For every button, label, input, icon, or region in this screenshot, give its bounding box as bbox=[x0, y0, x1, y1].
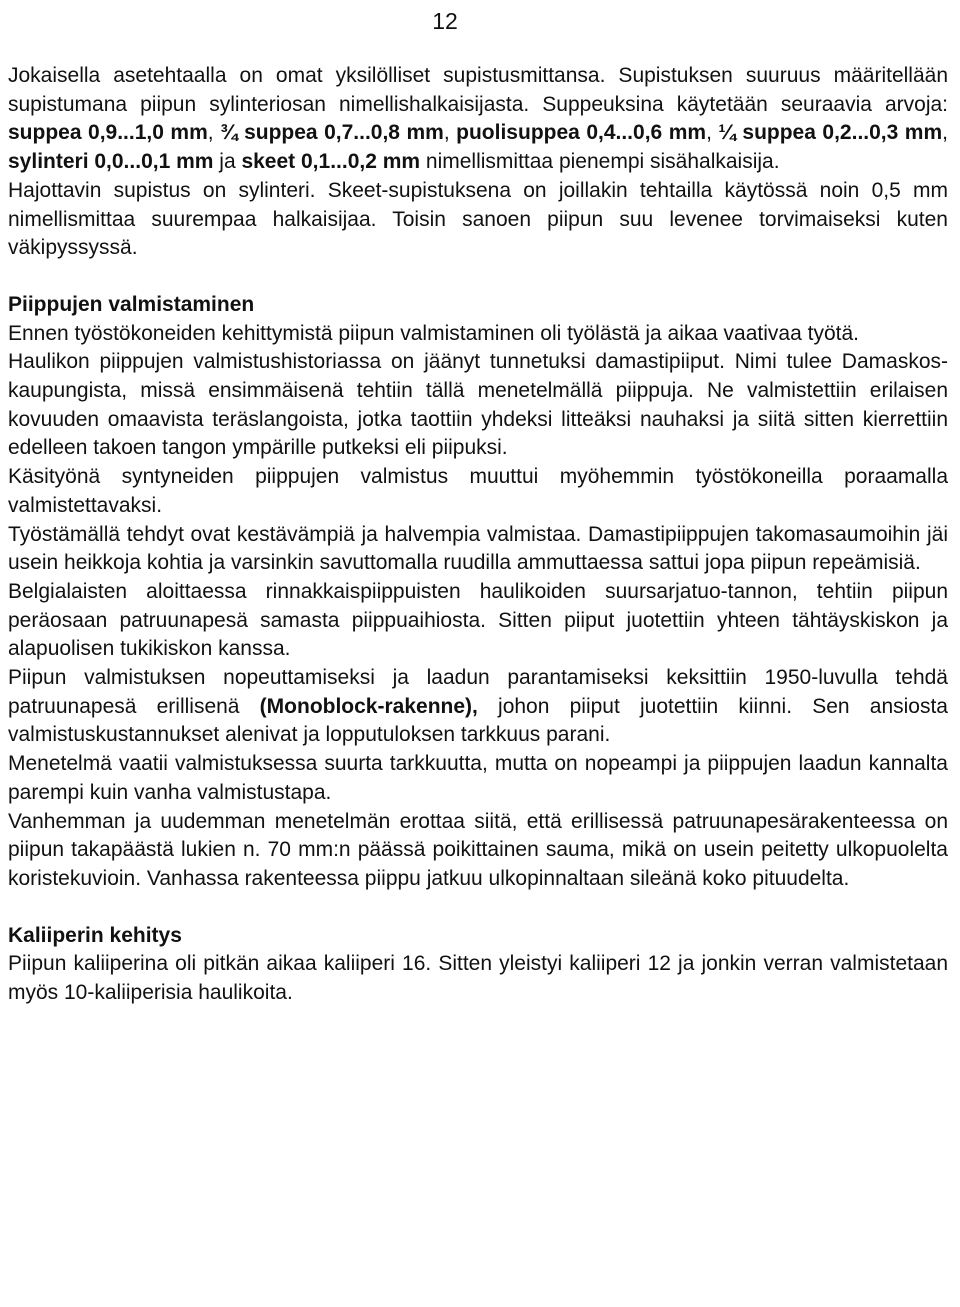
paragraph: Belgialaisten aloittaessa rinnakkaispiippuisten haulikoiden suursarjatuo-tannon, tehtiin piipun peräosaan patruunapesä samasta piippuaihiosta. Sitten piiput juotettiin yhteen tähtäyskiskon ja alapuolisen tukikiskon kanssa. bbox=[8, 579, 948, 661]
page-number: 12 bbox=[432, 8, 458, 34]
intro-paragraph-2: Hajottavin supistus on sylinteri. Skeet-supistuksena on joillakin tehtailla käytössä noin 0,5 mm nimellismittaa suurempaa halkaisijaa. Toisin sanoen piipun suu levenee torvimaiseksi kuten väkipyssyssä. bbox=[8, 178, 948, 260]
paragraph: Ennen työstökoneiden kehittymistä piipun valmistaminen oli työlästä ja aikaa vaativaa työtä. bbox=[8, 321, 859, 345]
paragraph: Haulikon piippujen valmistushistoriassa on jäänyt tunnetuksi damastipiiput. Nimi tulee Damaskos-kaupungista, missä ensimmäisenä tehtiin tällä menetelmällä piippuja. Ne valmistettiin erilaisen kovuuden omaavista teräslangoista, jotka taottiin yhdeksi litteäksi nauhaksi ja siitä sitten kierrettiin edelleen takoen tangon ympärille putkeksi eli piipuksi. bbox=[8, 350, 948, 460]
intro-text: Jokaisella asetehtaalla on omat yksilölliset supistusmittansa. Supistuksen suuruus määritellään supistumana piipun sylinteriosan nimellishalkaisijasta. Suppeuksina käytetään seuraavia arvoja: bbox=[8, 64, 948, 116]
choke-half: puolisuppea 0,4...0,6 mm bbox=[456, 121, 707, 145]
paragraph: Vanhemman ja uudemman menetelmän erottaa siitä, että erillisessä patruunapesärakenteessa on piipun takapäästä lukien n. 70 mm:n päässä poikittainen sauma, mikä on usein peitetty ulkopuolelta koristekuvioin. Vanhassa rakenteessa piippu jatkuu ulkopinnaltaan sileänä koko pituudelta. bbox=[8, 809, 948, 890]
choke-full: suppea 0,9...1,0 mm bbox=[8, 121, 208, 145]
section-heading-barrel-manufacturing: Piippujen valmistaminen bbox=[8, 292, 255, 316]
section-heading-caliber: Kaliiperin kehitys bbox=[8, 923, 182, 947]
choke-three-quarter: ¾ suppea 0,7...0,8 mm bbox=[220, 121, 444, 145]
paragraph: Menetelmä vaatii valmistuksessa suurta tarkkuutta, mutta on nopeampi ja piippujen laadun kannalta parempi kuin vanha valmistustapa. bbox=[8, 752, 948, 804]
choke-skeet: skeet 0,1...0,2 mm bbox=[241, 150, 421, 174]
intro-paragraph: Jokaisella asetehtaalla on omat yksilölliset supistusmittansa. Supistuksen suuruus määritellään supistumana piipun sylinteriosan nimellishalkaisijasta. Suppeuksina käytetään seuraavia arvoja: suppea 0,9...1,0 mm, ¾ suppea 0,7...0,8 mm, puolisuppea 0,4...0,6 mm, ¼ suppea 0,2...0,3 mm, sylinteri 0,0...0,1 mm ja skeet 0,1...0,2 mm nimellismittaa pienempi sisähalkaisija. bbox=[8, 64, 948, 174]
paragraph: Käsityönä syntyneiden piippujen valmistus muuttui myöhemmin työstökoneilla poraamalla valmistettavaksi. bbox=[8, 465, 948, 517]
choke-quarter: ¼ suppea 0,2...0,3 mm bbox=[718, 121, 943, 145]
document-body bbox=[8, 62, 948, 1008]
paragraph: Piipun valmistuksen nopeuttamiseksi ja laadun parantamiseksi keksittiin 1950-luvulla tehdä patruunapesä erillisenä (Monoblock-rakenne), johon piiput juotettiin kiinni. Sen ansiosta valmistuskustannukset alenivat ja lopputuloksen tarkkuus parani. bbox=[8, 666, 948, 747]
paragraph: Työstämällä tehdyt ovat kestävämpiä ja halvempia valmistaa. Damastipiippujen takomasaumoihin jäi usein heikkoja kohtia ja varsinkin savuttomalla ruudilla ammuttaessa sattui jopa piipun repeämisiä. bbox=[8, 522, 948, 575]
paragraph: Piipun kaliiperina oli pitkän aikaa kaliiperi 16. Sitten yleistyi kaliiperi 12 ja jonkin verran valmistetaan myös 10-kaliiperisia haulikoita. bbox=[8, 952, 948, 1005]
monoblock-term: (Monoblock-rakenne), bbox=[259, 694, 478, 718]
choke-cylinder: sylinteri 0,0...0,1 mm bbox=[8, 150, 214, 174]
